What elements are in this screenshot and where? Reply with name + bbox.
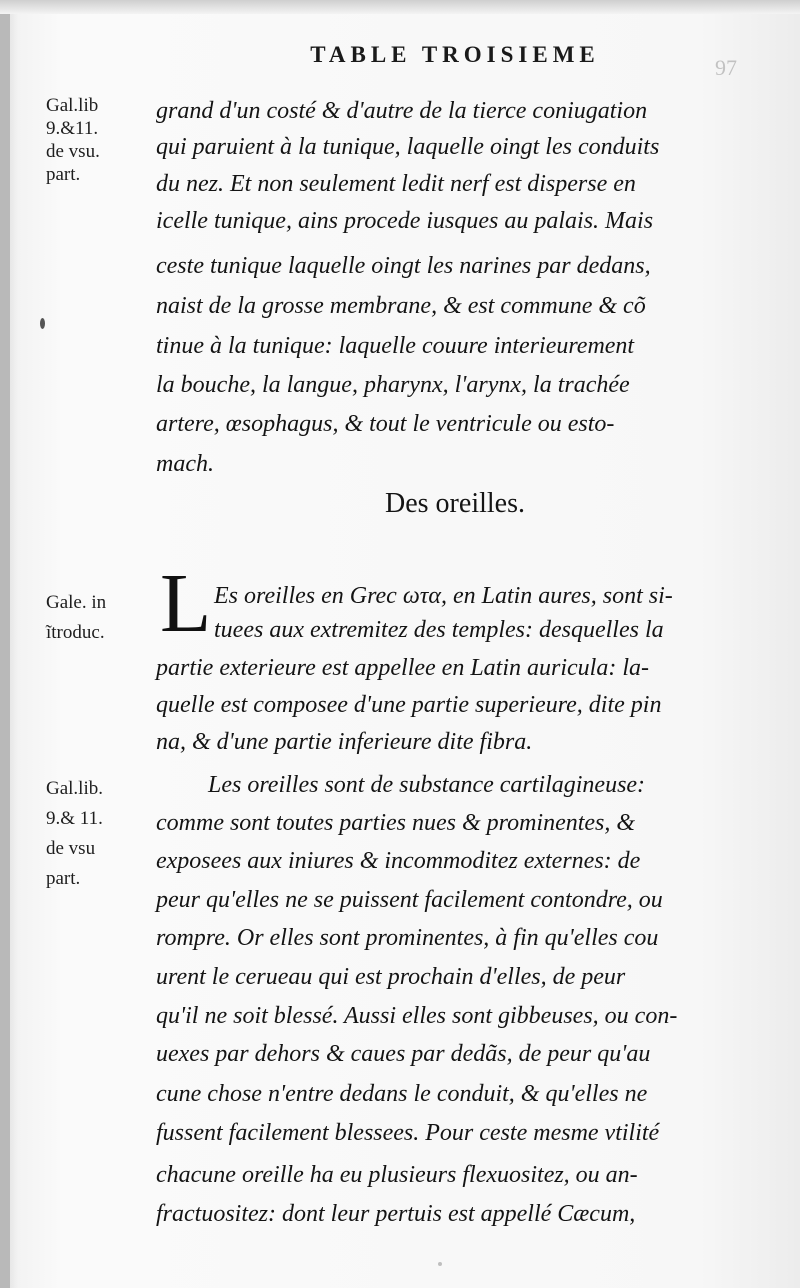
margin-note-line: 9.&11. xyxy=(46,118,99,139)
body-text-line: rompre. Or elles sont prominentes, à fin qu'elles cou xyxy=(156,925,659,951)
margin-note-3 xyxy=(46,774,154,894)
body-text-line: artere, œsophagus, & tout le ventricule ou esto- xyxy=(156,411,615,437)
body-text-line: Les oreilles sont de substance cartilagineuse: xyxy=(208,772,646,798)
drop-cap: L xyxy=(160,557,212,650)
body-text-line: mach. xyxy=(156,451,214,477)
body-text-line: chacune oreille ha eu plusieurs flexuositez, ou an- xyxy=(156,1162,638,1188)
body-text-line: du nez. Et non seulement ledit nerf est disperse en xyxy=(156,171,636,197)
body-text-line: qu'il ne soit blessé. Aussi elles sont gibbeuses, ou con- xyxy=(156,1003,678,1029)
body-text-line: quelle est composee d'une partie superieure, dite pin xyxy=(156,692,662,718)
margin-note-1 xyxy=(46,94,154,186)
margin-note-line: de vsu. xyxy=(46,141,100,162)
body-text-line: comme sont toutes parties nues & prominentes, & xyxy=(156,810,636,836)
body-text-line: peur qu'elles ne se puissent facilement contondre, ou xyxy=(156,887,663,913)
ink-speck xyxy=(438,1262,442,1266)
scan-edge-top xyxy=(0,0,800,14)
body-text-line: cune chose n'entre dedans le conduit, & qu'elles ne xyxy=(156,1081,648,1107)
margin-note-line: Gal.lib xyxy=(46,95,99,116)
scan-edge-left xyxy=(0,0,10,1288)
body-text-line: icelle tunique, ains procede iusques au palais. Mais xyxy=(156,208,654,234)
body-text-line: na, & d'une partie inferieure dite fibra. xyxy=(156,729,533,755)
margin-note-2 xyxy=(46,588,154,648)
body-text-line: uexes par dehors & caues par dedãs, de peur qu'au xyxy=(156,1041,651,1067)
margin-note-line: Gale. in xyxy=(46,592,107,613)
body-text-line: fussent facilement blessees. Pour ceste mesme vtilité xyxy=(156,1120,660,1146)
margin-note-line: part. xyxy=(46,868,81,889)
body-text-line: partie exterieure est appellee en Latin auricula: la- xyxy=(156,655,649,681)
margin-note-line: Gal.lib. xyxy=(46,778,103,799)
section-heading: Des oreilles. xyxy=(385,488,525,519)
body-text-line: naist de la grosse membrane, & est commune & cõ xyxy=(156,293,646,319)
page-number: 97 xyxy=(715,55,737,80)
body-text-line: tinue à la tunique: laquelle couure interieurement xyxy=(156,333,635,359)
margin-note-line: de vsu xyxy=(46,838,96,859)
margin-note-line: 9.& 11. xyxy=(46,808,103,829)
body-text-line: qui paruient à la tunique, laquelle oingt les conduits xyxy=(156,134,660,160)
body-text-line: fractuositez: dont leur pertuis est appellé Cæcum, xyxy=(156,1201,636,1227)
margin-note-line: ĩtroduc. xyxy=(46,622,105,643)
body-text-line: urent le cerueau qui est prochain d'elles, de peur xyxy=(156,964,626,990)
body-text-line: tuees aux extremitez des temples: desquelles la xyxy=(214,617,664,643)
ink-speck xyxy=(40,318,45,329)
running-title: TABLE TROISIEME xyxy=(310,42,600,67)
body-text-line: grand d'un costé & d'autre de la tierce coniugation xyxy=(156,98,648,124)
body-text-line: la bouche, la langue, pharynx, l'arynx, la trachée xyxy=(156,372,630,398)
body-text-line: Es oreilles en Grec ωτα, en Latin aures, sont si- xyxy=(214,583,673,609)
body-text-line: ceste tunique laquelle oingt les narines par dedans, xyxy=(156,253,651,279)
body-text-line: exposees aux iniures & incommoditez externes: de xyxy=(156,848,641,874)
margin-note-line: part. xyxy=(46,164,81,185)
